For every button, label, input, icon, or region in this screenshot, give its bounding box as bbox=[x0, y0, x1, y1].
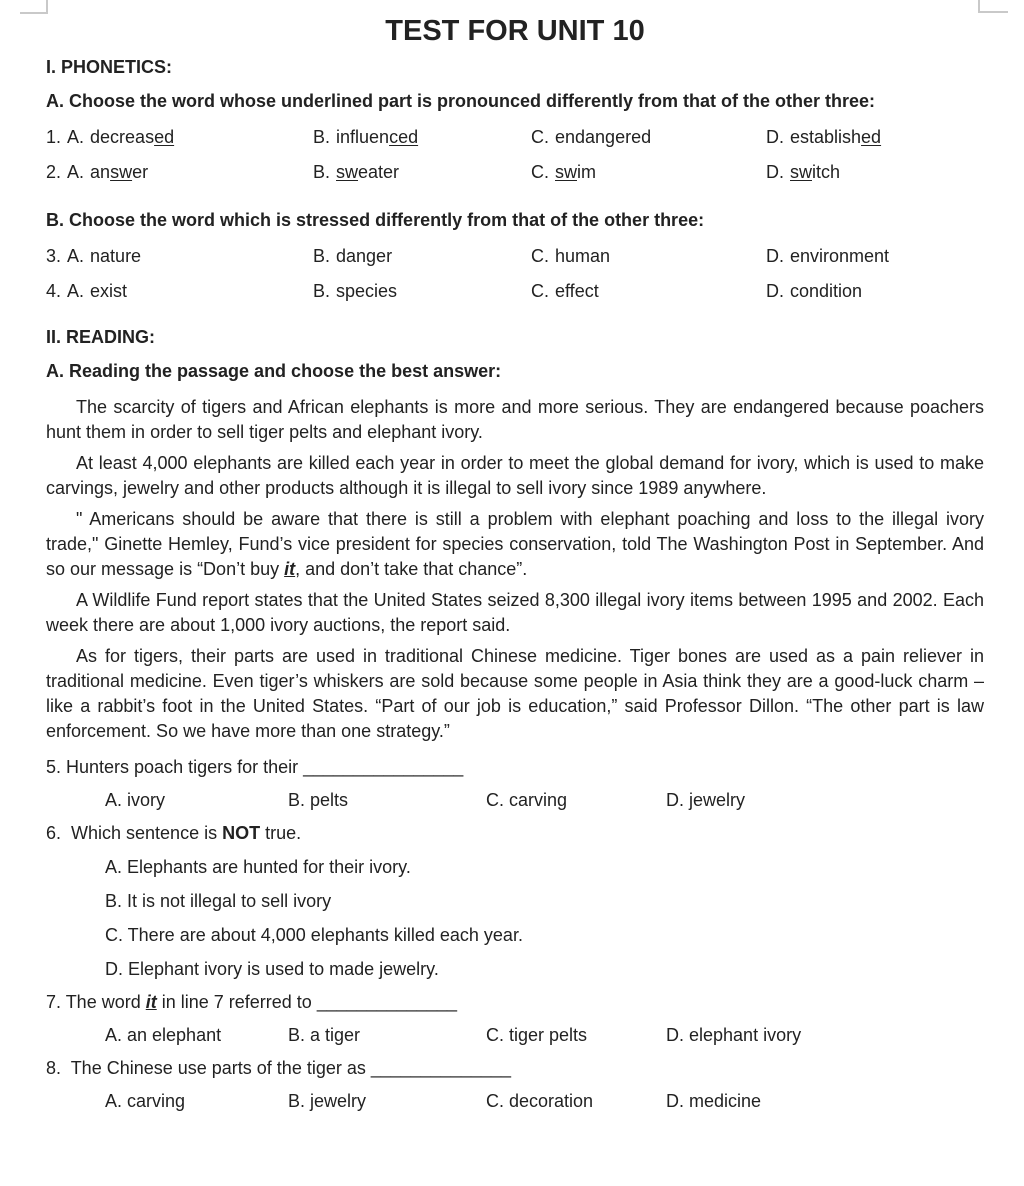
option: B. jewelry bbox=[288, 1091, 367, 1111]
option: B. a tiger bbox=[288, 1025, 361, 1045]
option-word: endangered bbox=[555, 127, 652, 147]
option: A. ivory bbox=[105, 790, 166, 810]
question-5-options bbox=[105, 790, 984, 810]
option-word: nature bbox=[90, 246, 142, 266]
option-word: answer bbox=[90, 162, 149, 182]
option bbox=[46, 281, 313, 301]
passage-paragraph-2: At least 4,000 elephants are killed each year in order to meet the global demand for ivory, which is used to make carvings, jewelry and other products although it is illegal to sell ivory since 1989 anywhere. bbox=[46, 453, 984, 498]
option: C. decoration bbox=[486, 1091, 594, 1111]
question-6-choice-c: C. There are about 4,000 elephants killed each year. bbox=[105, 925, 523, 945]
option-label: C. bbox=[531, 127, 549, 147]
question-6: 6. Which sentence is NOT true. bbox=[46, 823, 302, 843]
option: B. pelts bbox=[288, 790, 349, 810]
section-heading-phonetics: I. PHONETICS: bbox=[46, 57, 173, 77]
option: C. carving bbox=[486, 790, 568, 810]
option-word: switch bbox=[790, 162, 841, 182]
option-label: C. bbox=[531, 246, 549, 266]
question-7: 7. The word it in line 7 referred to ______________ bbox=[46, 992, 457, 1012]
instruction-reading-a: A. Reading the passage and choose the best answer: bbox=[46, 361, 502, 381]
option: D. elephant ivory bbox=[666, 1025, 802, 1045]
reading-passage bbox=[46, 395, 984, 744]
option bbox=[531, 281, 766, 301]
option bbox=[531, 127, 766, 147]
option bbox=[531, 246, 766, 266]
option-word: swim bbox=[555, 162, 596, 182]
option bbox=[766, 281, 984, 301]
option bbox=[313, 127, 531, 147]
option-label: B. bbox=[313, 127, 331, 147]
option: D. medicine bbox=[666, 1091, 762, 1111]
option: A. carving bbox=[105, 1091, 186, 1111]
pronoun-it: it bbox=[145, 992, 157, 1012]
option-label: C. bbox=[531, 281, 549, 301]
passage-paragraph-1: The scarcity of tigers and African elephants is more and more serious. They are endangered because poachers hunt them in order to sell tiger pelts and elephant ivory. bbox=[46, 397, 984, 442]
option bbox=[46, 127, 313, 147]
page-title: TEST FOR UNIT 10 bbox=[385, 15, 645, 47]
option-label: A. bbox=[67, 246, 85, 266]
option-word: decreased bbox=[90, 127, 175, 147]
question-6-choice-b: B. It is not illegal to sell ivory bbox=[105, 891, 332, 911]
passage-paragraph-5: As for tigers, their parts are used in traditional Chinese medicine. Tiger bones are used as a pain reliever in traditional medicine. Even tiger’s whiskers are sold because some people in Asia think they are a good-luck charm – like a rabbit’s foot in the United States. “Part of our job is education,” said Professor Dillon. “The other part is law enforcement. So we have more than one strategy.” bbox=[46, 646, 984, 741]
option bbox=[46, 162, 313, 182]
question-number: 1. bbox=[46, 127, 62, 147]
question-5: 5. Hunters poach tigers for their ________________ bbox=[46, 757, 464, 777]
option-word: influenced bbox=[336, 127, 419, 147]
question-row-3 bbox=[46, 246, 984, 266]
option bbox=[313, 246, 531, 266]
option-label: A. bbox=[67, 281, 85, 301]
option-word: established bbox=[790, 127, 882, 147]
option bbox=[531, 162, 766, 182]
pronoun-it: it bbox=[284, 559, 296, 579]
option bbox=[766, 162, 984, 182]
passage-paragraph-3: " Americans should be aware that there is still a problem with elephant poaching and loss to the illegal ivory trade," Ginette Hemley, Fund’s vice president for species conservation, told The Washington Post in September. And so our message is “Don’t buy it, and don’t take that chance”. bbox=[46, 509, 984, 579]
passage-paragraph-4: A Wildlife Fund report states that the United States seized 8,300 illegal ivory items between 1995 and 2002. Each week there are about 1,000 ivory auctions, the report said. bbox=[46, 590, 984, 635]
option: D. jewelry bbox=[666, 790, 746, 810]
option bbox=[46, 246, 313, 266]
option-label: B. bbox=[313, 281, 331, 301]
option-word: effect bbox=[555, 281, 599, 301]
answer-blank: ______________ bbox=[316, 992, 457, 1012]
option-word: condition bbox=[790, 281, 863, 301]
question-7-options bbox=[105, 1025, 984, 1045]
question-6-choice-a: A. Elephants are hunted for their ivory. bbox=[105, 857, 411, 877]
option bbox=[313, 162, 531, 182]
option-word: danger bbox=[336, 246, 393, 266]
question-8-options bbox=[105, 1091, 984, 1111]
option bbox=[313, 281, 531, 301]
option-label: D. bbox=[766, 281, 784, 301]
bold-not: NOT bbox=[222, 823, 261, 843]
section-heading-reading: II. READING: bbox=[46, 327, 156, 347]
question-row-2 bbox=[46, 162, 984, 182]
option bbox=[766, 246, 984, 266]
option-word: species bbox=[336, 281, 398, 301]
option-word: sweater bbox=[336, 162, 400, 182]
option-label: D. bbox=[766, 162, 784, 182]
question-8: 8. The Chinese use parts of the tiger as ______________ bbox=[46, 1058, 512, 1078]
option-label: C. bbox=[531, 162, 549, 182]
question-row-1 bbox=[46, 127, 984, 147]
question-row-4 bbox=[46, 281, 984, 301]
option: C. tiger pelts bbox=[486, 1025, 588, 1045]
question-number: 4. bbox=[46, 281, 62, 301]
answer-blank: ________________ bbox=[303, 757, 464, 777]
option-label: A. bbox=[67, 162, 85, 182]
option-label: A. bbox=[67, 127, 85, 147]
option-label: B. bbox=[313, 162, 331, 182]
option-label: D. bbox=[766, 127, 784, 147]
option-word: human bbox=[555, 246, 611, 266]
question-number: 3. bbox=[46, 246, 62, 266]
page-corner-mark-left bbox=[20, 0, 48, 14]
option-label: B. bbox=[313, 246, 331, 266]
option: A. an elephant bbox=[105, 1025, 222, 1045]
option bbox=[766, 127, 984, 147]
option-word: environment bbox=[790, 246, 890, 266]
option-label: D. bbox=[766, 246, 784, 266]
answer-blank: ______________ bbox=[370, 1058, 512, 1078]
question-number: 2. bbox=[46, 162, 62, 182]
option-word: exist bbox=[90, 281, 128, 301]
question-6-choice-d: D. Elephant ivory is used to made jewelry. bbox=[105, 959, 439, 979]
instruction-phonetics-a: A. Choose the word whose underlined part is pronounced differently from that of the other three: bbox=[46, 91, 876, 111]
instruction-phonetics-b: B. Choose the word which is stressed differently from that of the other three: bbox=[46, 210, 705, 230]
page-corner-mark-right bbox=[978, 0, 1008, 13]
